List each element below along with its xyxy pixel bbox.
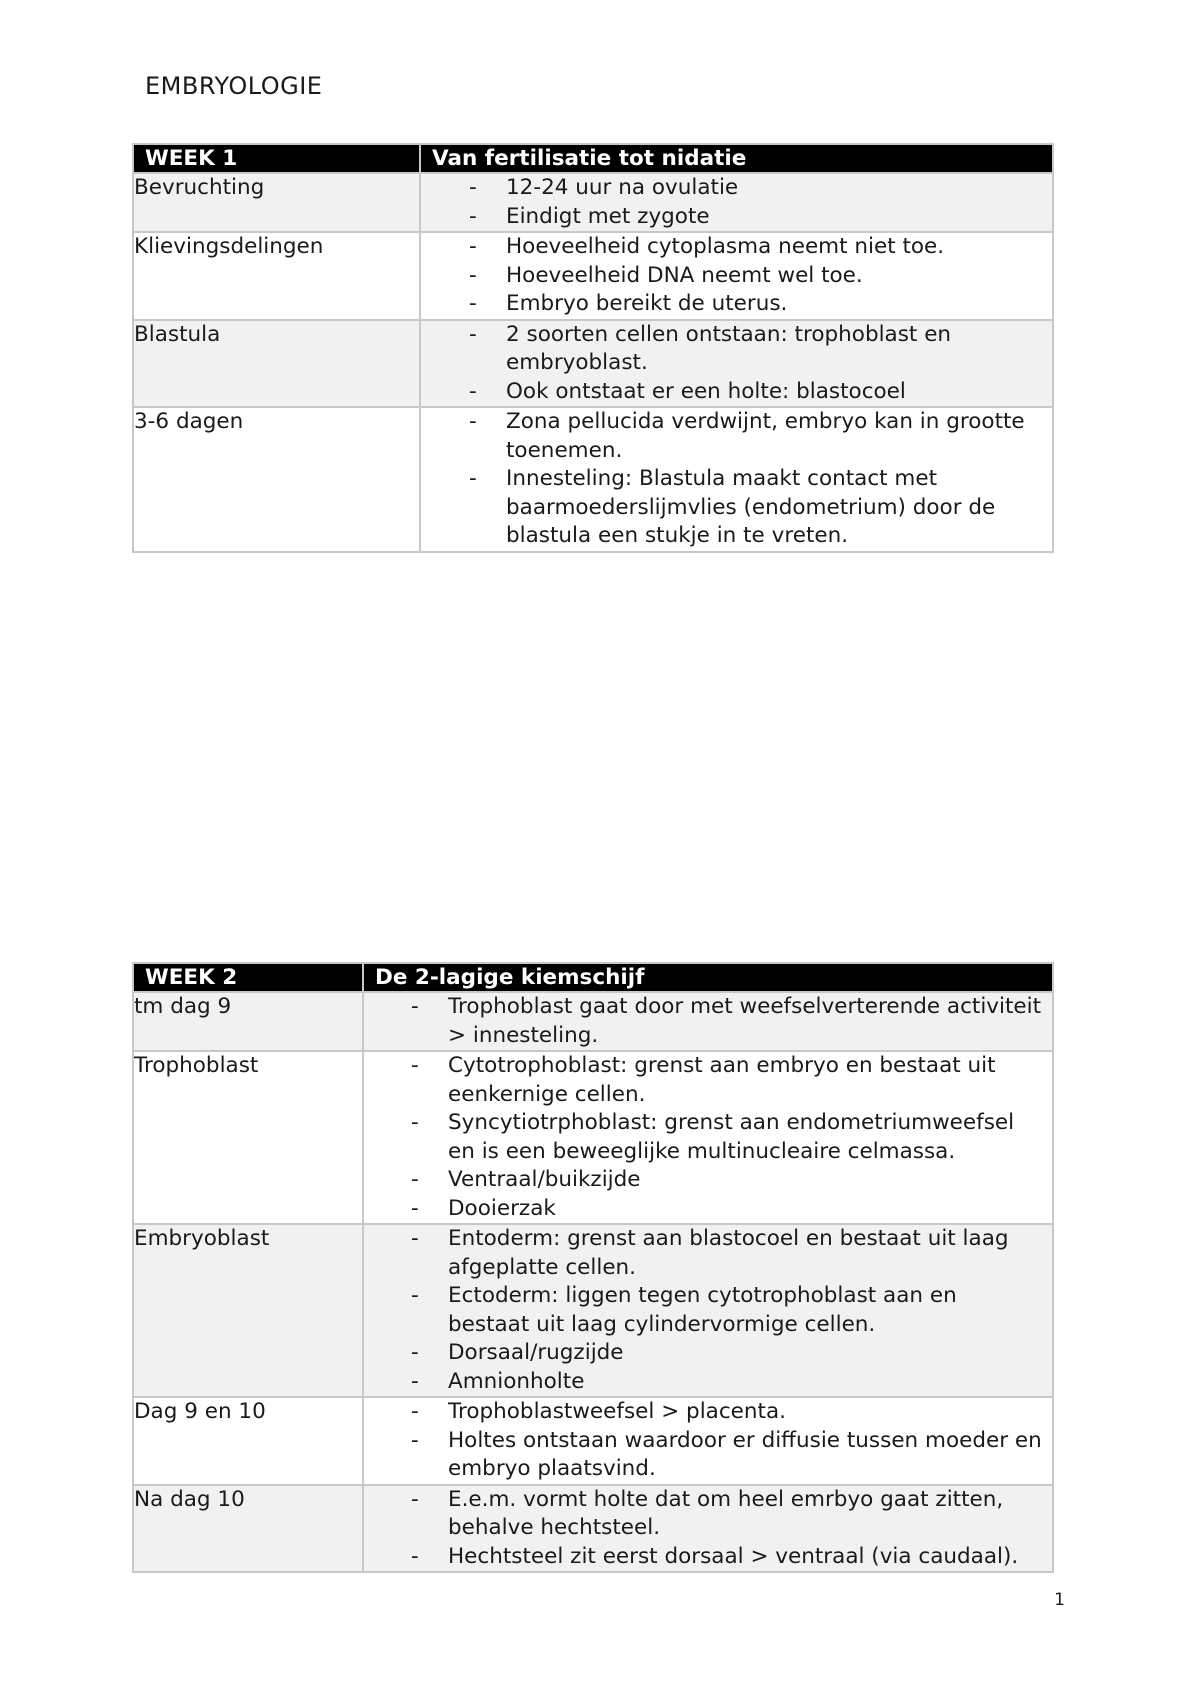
row-items-cell	[363, 992, 1053, 1051]
week-1-body	[133, 173, 1053, 552]
week-2-body	[133, 992, 1053, 1572]
dash-bullet-icon: -	[411, 1427, 419, 1453]
row-label: Embryoblast	[133, 1224, 363, 1397]
dash-bullet-icon: -	[469, 466, 477, 491]
bullet-list	[421, 408, 1052, 551]
list-item-text: Amnionholte	[448, 1368, 585, 1394]
dash-bullet-icon: -	[411, 1340, 419, 1365]
list-item-text: Ectoderm: liggen tegen cytotrophoblast aan en bestaat uit laag cylindervormige cellen.	[448, 1283, 957, 1337]
bullet-list	[364, 993, 1052, 1050]
row-label: tm dag 9	[133, 992, 363, 1051]
table-row	[133, 992, 1053, 1051]
bullet-list	[364, 1052, 1052, 1223]
dash-bullet-icon: -	[469, 234, 477, 259]
bullet-list	[421, 233, 1052, 319]
list-item	[364, 1109, 1052, 1166]
dash-bullet-icon: -	[469, 321, 477, 347]
row-label: Blastula	[133, 320, 420, 408]
row-items-cell	[363, 1485, 1053, 1573]
list-item-text: 2 soorten cellen ontstaan: trophoblast en embryoblast.	[506, 321, 952, 375]
dash-bullet-icon: -	[411, 1053, 419, 1078]
list-item-text: Innesteling: Blastula maakt contact met baarmoederslijmvlies (endometrium) door de blastula een stukje in te vreten.	[506, 466, 996, 548]
row-label: Dag 9 en 10	[133, 1397, 363, 1485]
list-item	[421, 465, 1052, 551]
list-item	[421, 262, 1052, 291]
row-label: 3-6 dagen	[133, 407, 420, 552]
list-item-text: Zona pellucida verdwijnt, embryo kan in grootte toenemen.	[506, 409, 1025, 463]
list-item	[364, 1398, 1052, 1427]
list-item-text: Holtes ontstaan waardoor er diffusie tussen moeder en embryo plaatsvind.	[448, 1427, 1042, 1481]
dash-bullet-icon: -	[469, 203, 477, 229]
dash-bullet-icon: -	[411, 1167, 419, 1192]
list-item-text: Cytotrophoblast: grenst aan embryo en bestaat uit eenkernige cellen.	[448, 1053, 996, 1107]
list-item	[364, 1339, 1052, 1368]
row-items-cell	[363, 1397, 1053, 1485]
week-2-table	[132, 962, 1054, 1573]
list-item-text: Syncytiotrphoblast: grenst aan endometriumweefsel en is een beweeglijke multinucleaire celmassa.	[448, 1110, 1015, 1164]
list-item-text: Eindigt met zygote	[506, 203, 710, 229]
list-item-text: Dooierzak	[448, 1195, 556, 1221]
dash-bullet-icon: -	[469, 409, 477, 434]
list-item	[364, 1543, 1052, 1572]
dash-bullet-icon: -	[411, 1486, 419, 1512]
week-1-header-title: Van fertilisatie tot nidatie	[420, 144, 1053, 173]
row-label: Na dag 10	[133, 1485, 363, 1573]
table-row	[133, 320, 1053, 408]
row-items-cell	[420, 407, 1053, 552]
list-item-text: Trophoblastweefsel > placenta.	[448, 1399, 786, 1424]
dash-bullet-icon: -	[411, 1543, 419, 1569]
list-item	[364, 993, 1052, 1050]
dash-bullet-icon: -	[411, 1399, 419, 1424]
dash-bullet-icon: -	[411, 1368, 419, 1394]
list-item	[364, 1225, 1052, 1282]
list-item-text: Trophoblast gaat door met weefselverterende activiteit > innesteling.	[448, 994, 1042, 1048]
list-item-text: Ook ontstaat er een holte: blastocoel	[506, 378, 906, 404]
list-item	[421, 378, 1052, 407]
list-item-text: 12-24 uur na ovulatie	[506, 175, 739, 200]
list-item-text: Ventraal/buikzijde	[448, 1167, 641, 1192]
row-label: Klievingsdelingen	[133, 232, 420, 320]
list-item-text: Hoeveelheid DNA neemt wel toe.	[506, 262, 863, 288]
list-item	[421, 174, 1052, 203]
list-item	[364, 1368, 1052, 1397]
dash-bullet-icon: -	[469, 291, 477, 316]
dash-bullet-icon: -	[411, 1110, 419, 1135]
list-item	[421, 290, 1052, 319]
list-item-text: Embryo bereikt de uterus.	[506, 291, 788, 316]
bullet-list	[421, 321, 1052, 407]
dash-bullet-icon: -	[411, 994, 419, 1019]
table-row	[133, 407, 1053, 552]
row-items-cell	[363, 1051, 1053, 1224]
week-2-header-title: De 2-lagige kiemschijf	[363, 963, 1053, 992]
bullet-list	[364, 1486, 1052, 1572]
week-2-header-label: WEEK 2	[133, 963, 363, 992]
list-item	[421, 233, 1052, 262]
week-1-table	[132, 143, 1054, 553]
list-item	[421, 321, 1052, 378]
row-label: Trophoblast	[133, 1051, 363, 1224]
table-row	[133, 1051, 1053, 1224]
list-item	[364, 1052, 1052, 1109]
table-row	[133, 1224, 1053, 1397]
list-item-text: Dorsaal/rugzijde	[448, 1340, 624, 1365]
week-1-header-row	[133, 144, 1053, 173]
table-row	[133, 232, 1053, 320]
row-items-cell	[363, 1224, 1053, 1397]
list-item-text: Entoderm: grenst aan blastocoel en bestaat uit laag afgeplatte cellen.	[448, 1226, 1009, 1280]
week-2-header-row	[133, 963, 1053, 992]
table-row	[133, 1397, 1053, 1485]
dash-bullet-icon: -	[469, 262, 477, 288]
document-title: EMBRYOLOGIE	[145, 72, 323, 100]
list-item-text: Hechtsteel zit eerst dorsaal > ventraal (via caudaal).	[448, 1543, 1019, 1569]
dash-bullet-icon: -	[411, 1226, 419, 1251]
week-1-header-label: WEEK 1	[133, 144, 420, 173]
row-items-cell	[420, 173, 1053, 232]
bullet-list	[421, 174, 1052, 231]
dash-bullet-icon: -	[411, 1283, 419, 1308]
dash-bullet-icon: -	[469, 378, 477, 404]
table-row	[133, 173, 1053, 232]
dash-bullet-icon: -	[469, 175, 477, 200]
list-item	[421, 203, 1052, 232]
page-number: 1	[1054, 1590, 1065, 1610]
list-item	[421, 408, 1052, 465]
list-item	[364, 1486, 1052, 1543]
list-item	[364, 1427, 1052, 1484]
row-items-cell	[420, 320, 1053, 408]
list-item-text: Hoeveelheid cytoplasma neemt niet toe.	[506, 234, 945, 259]
table-row	[133, 1485, 1053, 1573]
list-item	[364, 1195, 1052, 1224]
list-item	[364, 1166, 1052, 1195]
list-item	[364, 1282, 1052, 1339]
bullet-list	[364, 1398, 1052, 1484]
dash-bullet-icon: -	[411, 1195, 419, 1221]
bullet-list	[364, 1225, 1052, 1396]
list-item-text: E.e.m. vormt holte dat om heel emrbyo gaat zitten, behalve hechtsteel.	[448, 1486, 1004, 1540]
row-items-cell	[420, 232, 1053, 320]
row-label: Bevruchting	[133, 173, 420, 232]
